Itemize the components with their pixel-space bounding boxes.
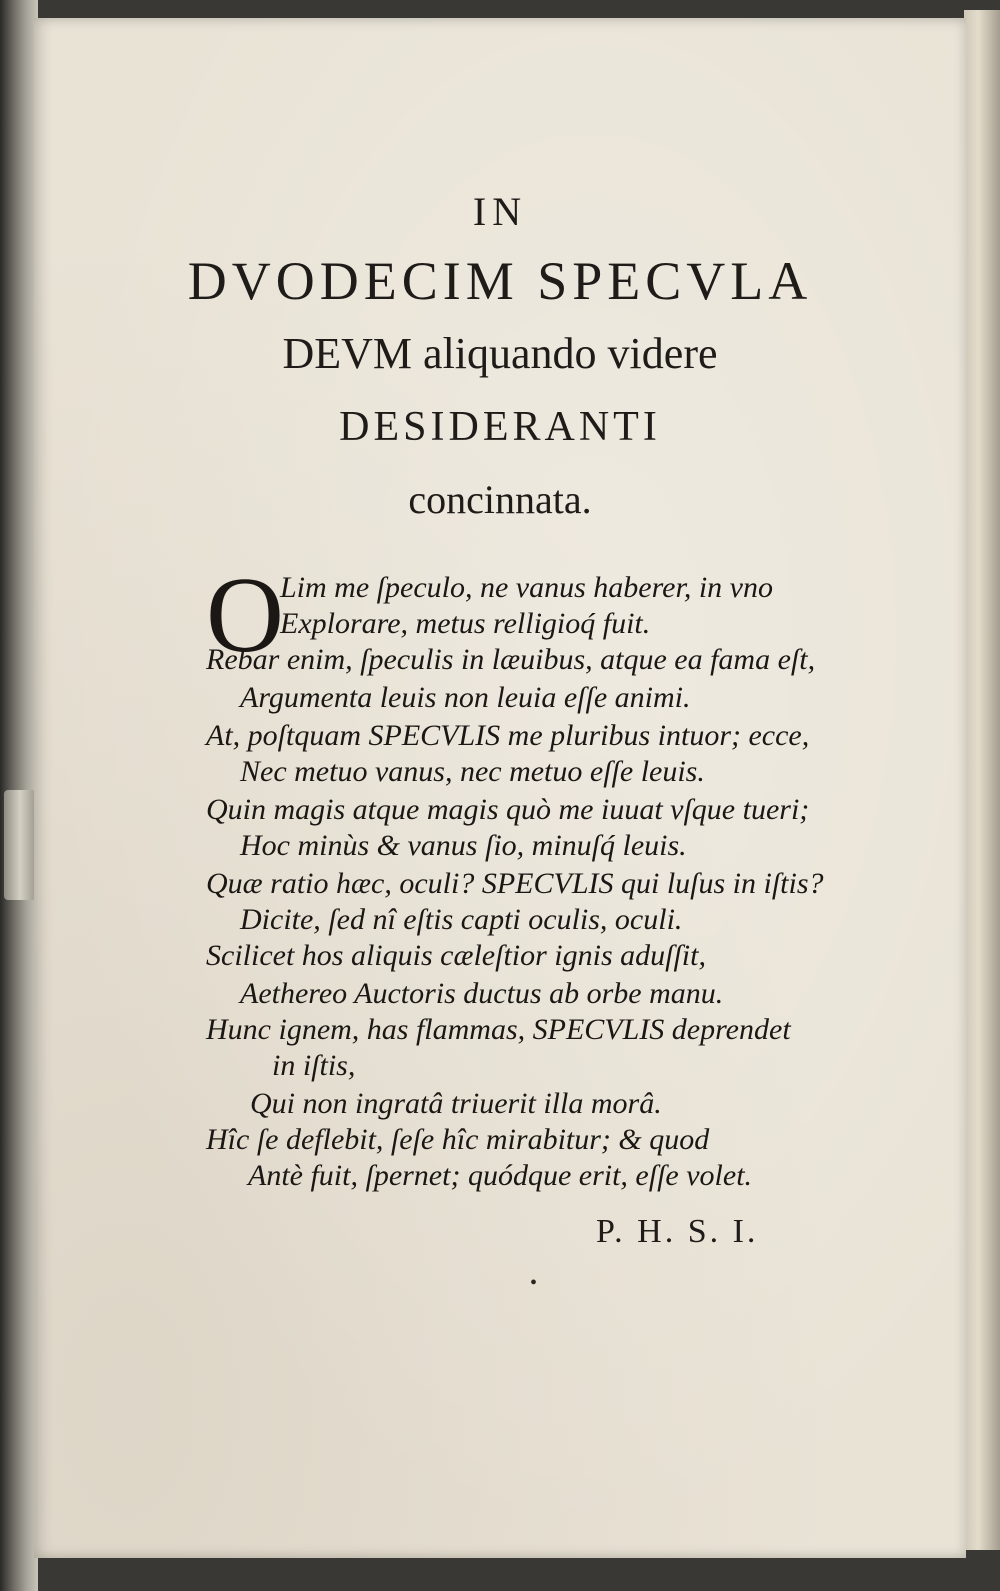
title-line-4: DESIDERANTI [339,404,661,450]
poem-line: Quæ ratio hæc, oculi? SPECVLIS qui luſus in iſtis? [206,867,824,900]
poem-line: Explorare, metus relligioq́ fuit. [280,607,651,640]
poem-line: Antè fuit, ſpernet; quódque erit, eſſe volet. [248,1159,753,1192]
poem-line: Quin magis atque magis quò me iuuat vſque tueri; [206,793,810,826]
poem-line: Aethereo Auctoris ductus ab orbe manu. [240,977,724,1010]
title-line-3: DEVM aliquando videre [282,329,718,378]
poem-line: Qui non ingratâ triuerit illa morâ. [250,1087,662,1120]
poem-line: Rebar enim, ſpeculis in læuibus, atque ea fama eſt, [206,643,816,676]
book-page [34,18,966,1558]
poem-line: Scilicet hos aliquis cæleſtior ignis aduſſit, [206,939,706,972]
poem-line: Dicite, ſed nî eſtis capti oculis, oculi. [240,903,683,936]
title-line-2: DVODECIM SPECVLA [187,251,813,311]
poem-line: At, poſtquam SPECVLIS me pluribus intuor; ecce, [206,719,810,752]
facing-page-edge [964,10,1000,1550]
poem-line: Hîc ſe deflebit, ſeſe hîc mirabitur; & quod [206,1123,710,1156]
drop-cap: O [206,556,284,675]
poem-line: in iſtis, [272,1049,356,1082]
signature: P. H. S. I. [596,1213,759,1250]
title-line-5: concinnata. [408,477,592,522]
poem-line: Lim me ſpeculo, ne vanus haberer, in vno [280,571,773,604]
poem-line: Hunc ignem, has flammas, SPECVLIS deprendet [206,1013,791,1046]
title-line-1: IN [472,189,528,234]
poem-line: Argumenta leuis non leuia eſſe animi. [240,681,691,714]
poem-line: Hoc minùs & vanus ſio, minuſq́ leuis. [240,829,687,862]
binding-clasp [4,790,36,900]
poem-line: Nec metuo vanus, nec metuo eſſe leuis. [240,755,705,788]
page-mark: • [530,1272,538,1294]
